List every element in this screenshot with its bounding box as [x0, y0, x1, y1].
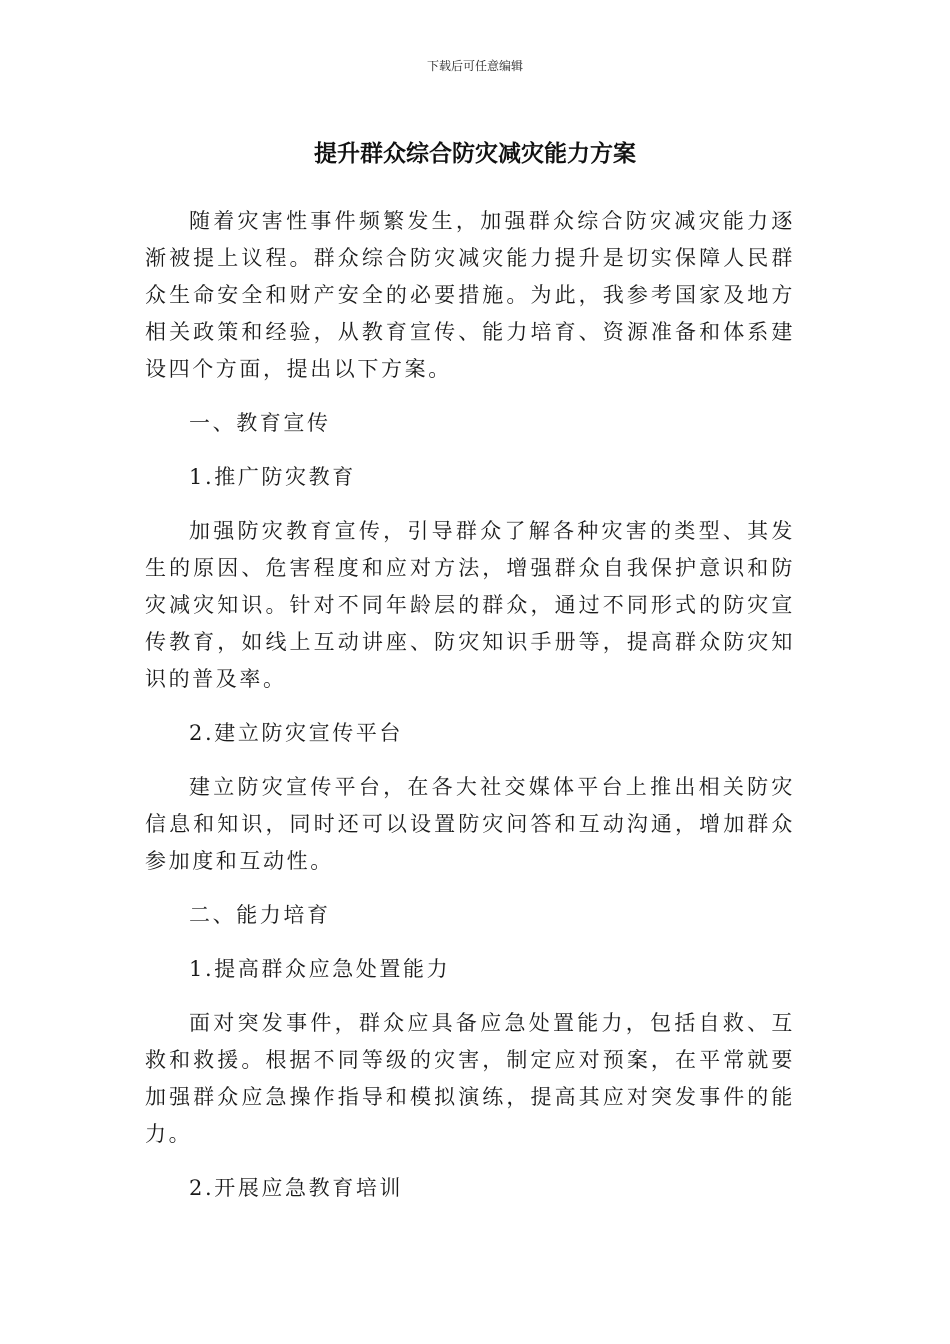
subsection-heading-emergency-training: 2.开展应急教育培训	[189, 1176, 404, 1200]
document-body	[145, 203, 795, 1224]
page-header-note: 下载后可任意编辑	[426, 59, 523, 73]
paragraph-publicity-platform: 建立防灾宣传平台，在各大社交媒体平台上推出相关防灾信息和知识，同时还可以设置防灾问答和互动沟通，增加群众参加度和互动性。	[145, 775, 795, 873]
subsection-heading-publicity-platform: 2.建立防灾宣传平台	[189, 721, 404, 745]
document-title: 提升群众综合防灾减灾能力方案	[314, 141, 636, 167]
section-heading-capability: 二、能力培育	[189, 903, 331, 927]
paragraph-emergency-response: 面对突发事件，群众应具备应急处置能力，包括自救、互救和救援。根据不同等级的灾害，制定应对预案，在平常就要加强群众应急操作指导和模拟演练，提高其应对突发事件的能力。	[145, 1011, 795, 1146]
paragraph-promote-education: 加强防灾教育宣传，引导群众了解各种灾害的类型、其发生的原因、危害程度和应对方法，增强群众自我保护意识和防灾减灾知识。针对不同年龄层的群众，通过不同形式的防灾宣传教育，如线上互动讲座、防灾知识手册等，提高群众防灾知识的普及率。	[145, 519, 795, 691]
subsection-heading-emergency-response: 1.提高群众应急处置能力	[189, 957, 451, 981]
intro-paragraph: 随着灾害性事件频繁发生，加强群众综合防灾减灾能力逐渐被提上议程。群众综合防灾减灾能力提升是切实保障人民群众生命安全和财产安全的必要措施。为此，我参考国家及地方相关政策和经验，从教育宣传、能力培育、资源准备和体系建设四个方面，提出以下方案。	[145, 209, 795, 381]
section-heading-education: 一、教育宣传	[189, 411, 331, 435]
subsection-heading-promote-education: 1.推广防灾教育	[189, 465, 356, 489]
